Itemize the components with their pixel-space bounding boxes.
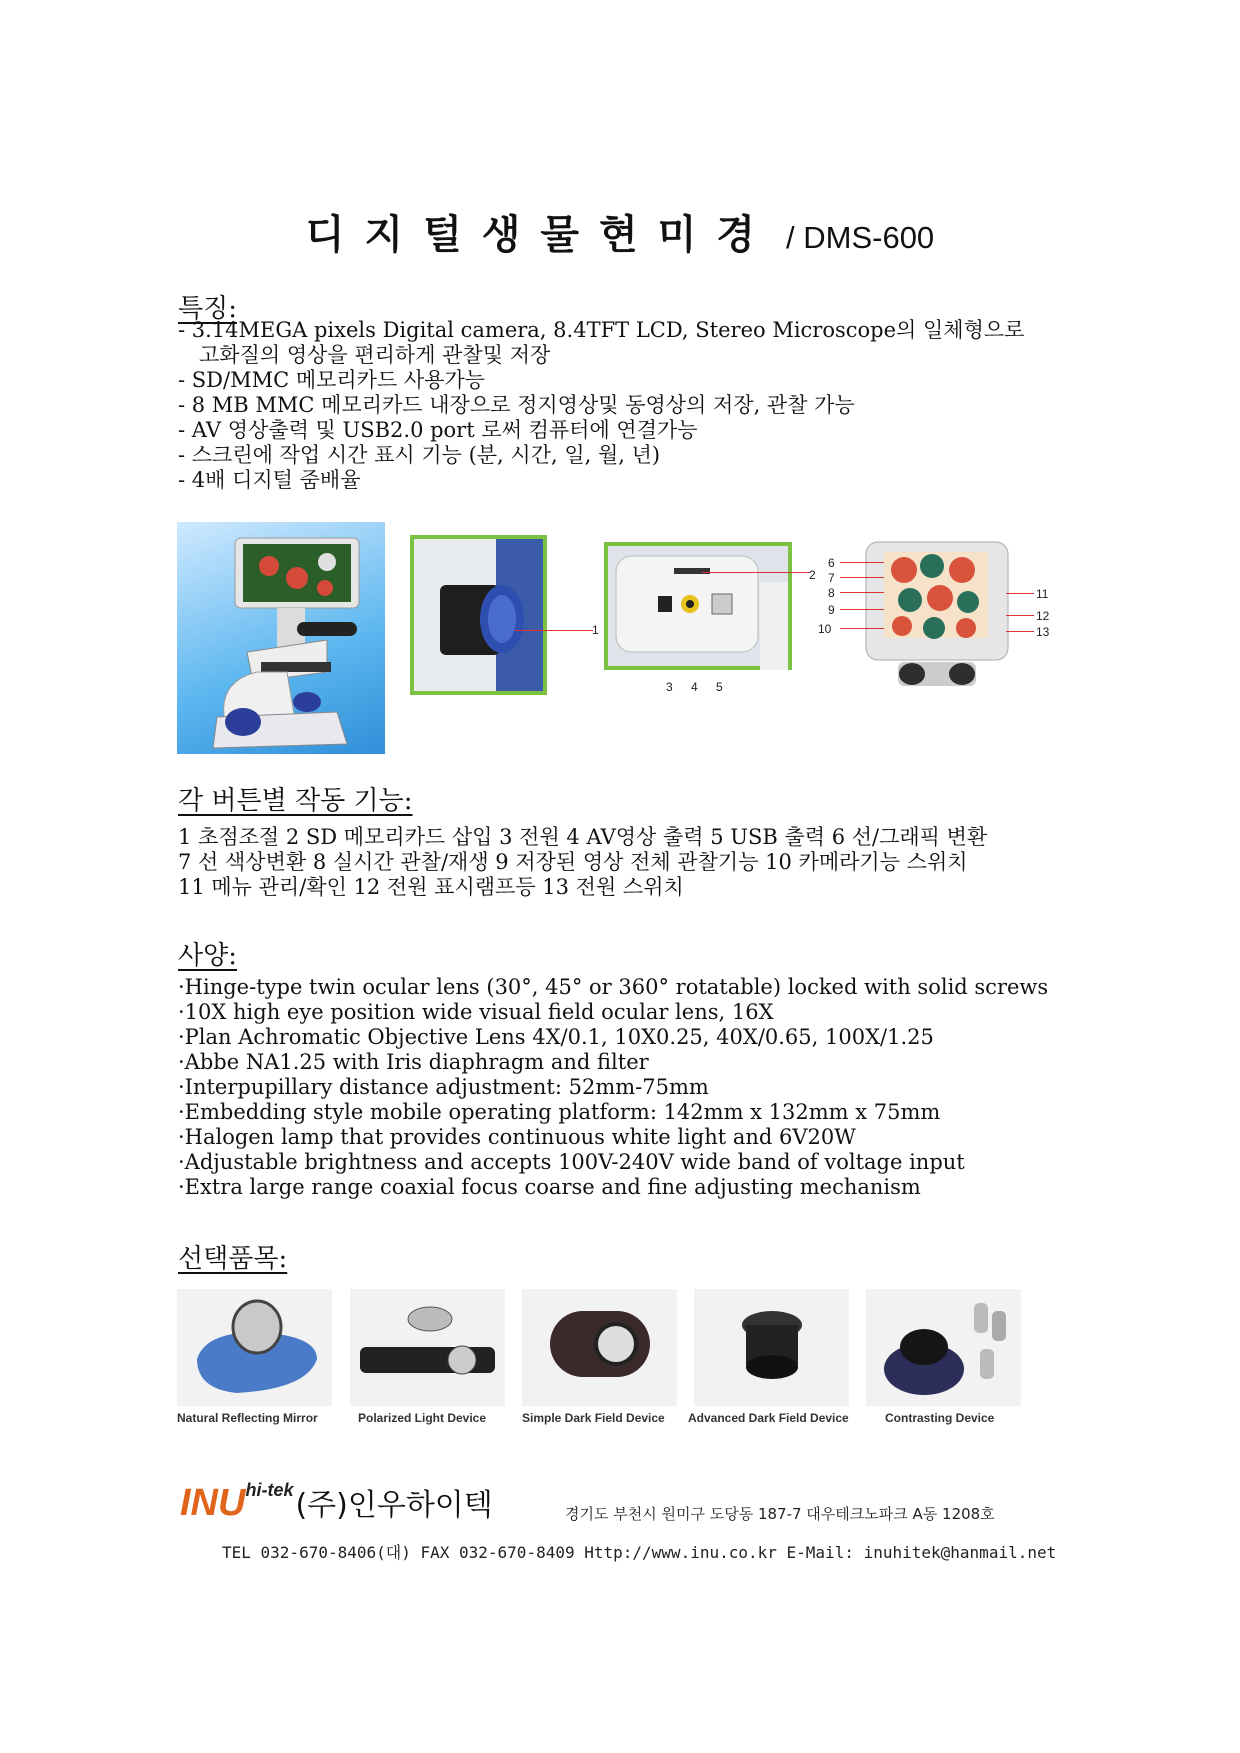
microscope-photo [177, 522, 385, 754]
lcd-screen-photo [862, 538, 1012, 690]
features-list [178, 318, 1024, 493]
spec-item: ·Adjustable brightness and accepts 100V-240V wide band of voltage input [178, 1150, 965, 1174]
callout-4: 4 [691, 680, 698, 694]
spec-item: ·Halogen lamp that provides continuous white light and 6V20W [178, 1125, 856, 1149]
callout-line [840, 562, 884, 563]
feature-item: - 8 MB MMC 메모리카드 내장으로 정지영상및 동영상의 저장, 관찰 가능 [178, 393, 855, 417]
function-line: 7 선 색상변환 8 실시간 관찰/재생 9 저장된 영상 전체 관찰기능 10 카메라기능 스위치 [178, 850, 968, 874]
function-line: 1 초점조절 2 SD 메모리카드 삽입 3 전원 4 AV영상 출력 5 USB 출력 6 선/그래픽 변환 [178, 825, 988, 849]
callout-line [702, 572, 810, 573]
option-label: Simple Dark Field Device [522, 1411, 665, 1425]
company-contact: TEL 032-670-8406(대) FAX 032-670-8409 Http://www.inu.co.kr E-Mail: inuhitek@hanmail.net [222, 1543, 1057, 1562]
callout-2: 2 [809, 568, 816, 582]
callout-line [1006, 615, 1034, 616]
button-functions-text [178, 825, 987, 900]
callout-line [515, 630, 593, 631]
option-image-contrasting [866, 1289, 1021, 1406]
callout-line [840, 609, 884, 610]
spec-item: ·10X high eye position wide visual field ocular lens, 16X [178, 1000, 774, 1024]
callout-9: 9 [828, 603, 835, 617]
option-label: Advanced Dark Field Device [688, 1411, 849, 1425]
callout-6: 6 [828, 556, 835, 570]
logo-inu: INU [180, 1482, 246, 1524]
page-title [0, 203, 1240, 260]
option-image-polarizer [350, 1289, 505, 1406]
button-functions-heading: 각 버튼별 작동 기능: [178, 786, 413, 816]
title-korean: 디지털생물현미경 [305, 212, 775, 258]
option-image-mirror [177, 1289, 332, 1406]
specs-list [178, 975, 1048, 1200]
callout-line [840, 592, 884, 593]
ports-photo [604, 542, 792, 670]
feature-item: - 3.14MEGA pixels Digital camera, 8.4TFT LCD, Stereo Microscope의 일체형으로 [178, 318, 1025, 342]
callout-3: 3 [666, 680, 673, 694]
option-label: Polarized Light Device [358, 1411, 487, 1425]
logo-hitek: hi-tek [245, 1480, 294, 1500]
callout-13: 13 [1036, 625, 1050, 639]
focus-knob-photo [410, 535, 547, 695]
spec-item: ·Plan Achromatic Objective Lens 4X/0.1, 10X0.25, 40X/0.65, 100X/1.25 [178, 1025, 934, 1049]
callout-8: 8 [828, 586, 835, 600]
callout-line [1006, 593, 1034, 594]
spec-item: ·Abbe NA1.25 with Iris diaphragm and filter [178, 1050, 649, 1074]
option-label: Natural Reflecting Mirror [177, 1411, 318, 1425]
feature-item: - 스크린에 작업 시간 표시 기능 (분, 시간, 일, 월, 년) [178, 443, 661, 467]
option-label: Contrasting Device [885, 1411, 995, 1425]
option-image-simple-darkfield [522, 1289, 677, 1406]
company-address: 경기도 부천시 원미구 도당동 187-7 대우테크노파크 A동 1208호 [565, 1505, 995, 1523]
option-image-advanced-darkfield [694, 1289, 849, 1406]
callout-1: 1 [592, 623, 599, 637]
callout-line [1006, 631, 1034, 632]
callout-12: 12 [1036, 609, 1050, 623]
specs-heading: 사양: [178, 941, 237, 971]
spec-item: ·Hinge-type twin ocular lens (30°, 45° or 360° rotatable) locked with solid screws [178, 975, 1049, 999]
feature-item: - 4배 디지털 줌배율 [178, 468, 361, 492]
options-heading: 선택품목: [178, 1244, 288, 1274]
callout-line [840, 628, 884, 629]
feature-item: - AV 영상출력 및 USB2.0 port 로써 컴퓨터에 연결가능 [178, 418, 698, 442]
feature-item: - SD/MMC 메모리카드 사용가능 [178, 368, 486, 392]
spec-item: ·Extra large range coaxial focus coarse and fine adjusting mechanism [178, 1175, 921, 1199]
callout-5: 5 [716, 680, 723, 694]
features-heading: 특징: [178, 294, 237, 324]
callout-11: 11 [1036, 587, 1049, 601]
title-model: / DMS-600 [786, 220, 935, 255]
feature-item: 고화질의 영상을 편리하게 관찰및 저장 [199, 343, 551, 367]
spec-item: ·Embedding style mobile operating platform: 142mm x 132mm x 75mm [178, 1100, 941, 1124]
callout-7: 7 [828, 571, 835, 585]
function-line: 11 메뉴 관리/확인 12 전원 표시램프등 13 전원 스위치 [178, 875, 684, 899]
spec-item: ·Interpupillary distance adjustment: 52mm-75mm [178, 1075, 709, 1099]
company-logo [180, 1480, 493, 1525]
callout-line [840, 577, 884, 578]
callout-10: 10 [818, 622, 832, 636]
company-name: (주)인우하이텍 [295, 1488, 493, 1523]
